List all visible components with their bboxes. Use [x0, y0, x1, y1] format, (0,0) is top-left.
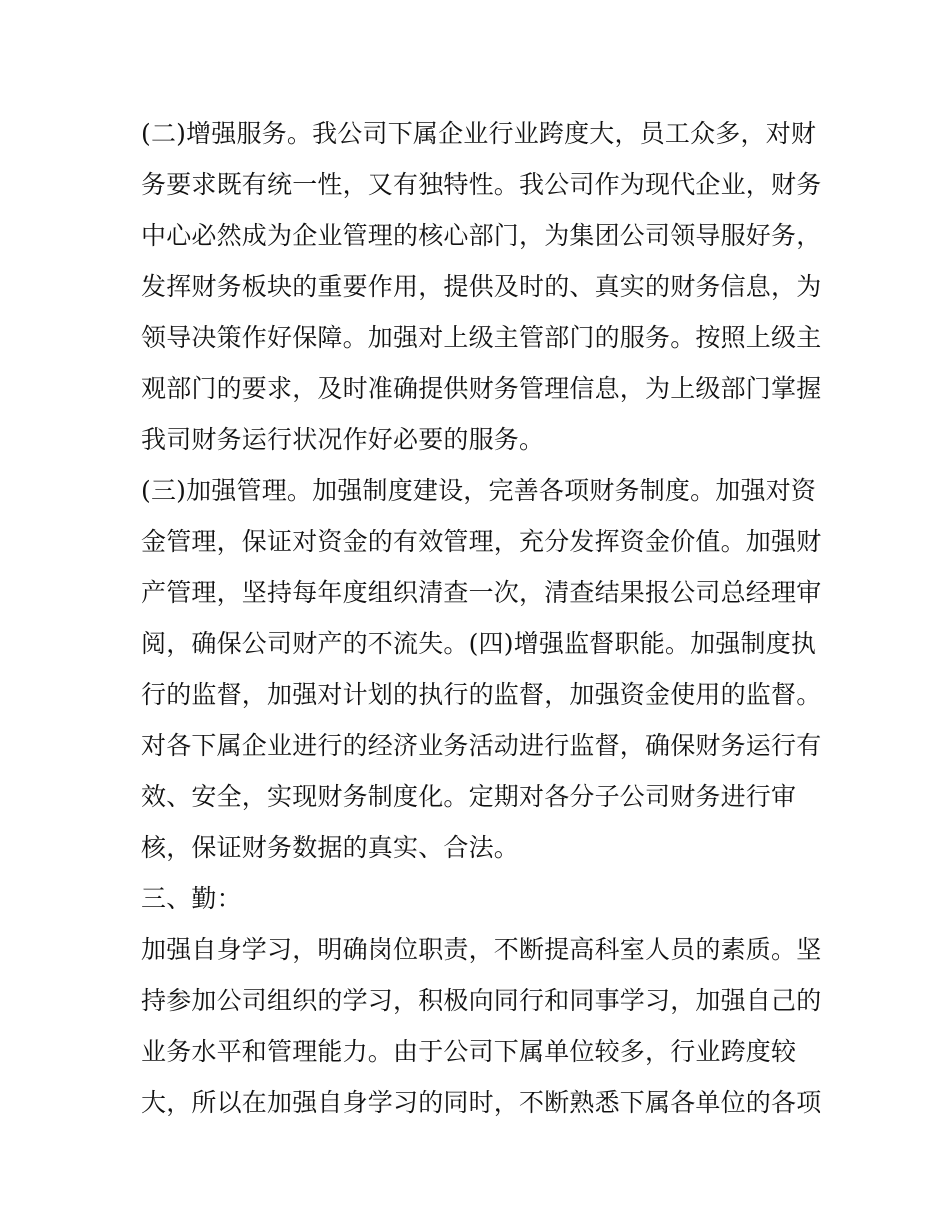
text-line: 持参加公司组织的学习，积极向同行和同事学习，加强自己的 — [141, 986, 822, 1015]
text-line: 行的监督，加强对计划的执行的监督，加强资金使用的监督。 — [141, 680, 822, 709]
text-line: 金管理，保证对资金的有效管理，充分发挥资金价值。加强财 — [141, 527, 822, 556]
text-line: 核，保证财务数据的真实、合法。 — [141, 833, 520, 862]
text-line: (三)加强管理。加强制度建设，完善各项财务制度。加强对资 — [141, 476, 817, 505]
text-line: 业务水平和管理能力。由于公司下属单位较多，行业跨度较 — [141, 1037, 797, 1066]
text-line: 观部门的要求，及时准确提供财务管理信息，为上级部门掌握 — [141, 374, 822, 403]
text-line: 领导决策作好保障。加强对上级主管部门的服务。按照上级主 — [141, 323, 822, 352]
text-line: 对各下属企业进行的经济业务活动进行监督，确保财务运行有 — [141, 731, 822, 760]
text-line: 产管理，坚持每年度组织清查一次，清查结果报公司总经理审 — [141, 578, 822, 607]
text-line: 务要求既有统一性，又有独特性。我公司作为现代企业，财务 — [141, 170, 822, 199]
text-line: 阅，确保公司财产的不流失。(四)增强监督职能。加强制度执 — [141, 629, 817, 658]
body-text — [141, 108, 841, 1128]
text-line: 我司财务运行状况作好必要的服务。 — [141, 425, 545, 454]
text-line: 发挥财务板块的重要作用，提供及时的、真实的财务信息，为 — [141, 272, 822, 301]
text-line: 中心必然成为企业管理的核心部门，为集团公司领导服好务， — [141, 221, 822, 250]
text-line: 加强自身学习，明确岗位职责，不断提高科室人员的素质。坚 — [141, 935, 822, 964]
section-heading: 三、勤： — [141, 884, 242, 913]
text-line: (二)增强服务。我公司下属企业行业跨度大，员工众多，对财 — [141, 119, 817, 148]
text-line: 效、安全，实现财务制度化。定期对各分子公司财务进行审 — [141, 782, 797, 811]
text-line: 大，所以在加强自身学习的同时，不断熟悉下属各单位的各项 — [141, 1088, 822, 1117]
